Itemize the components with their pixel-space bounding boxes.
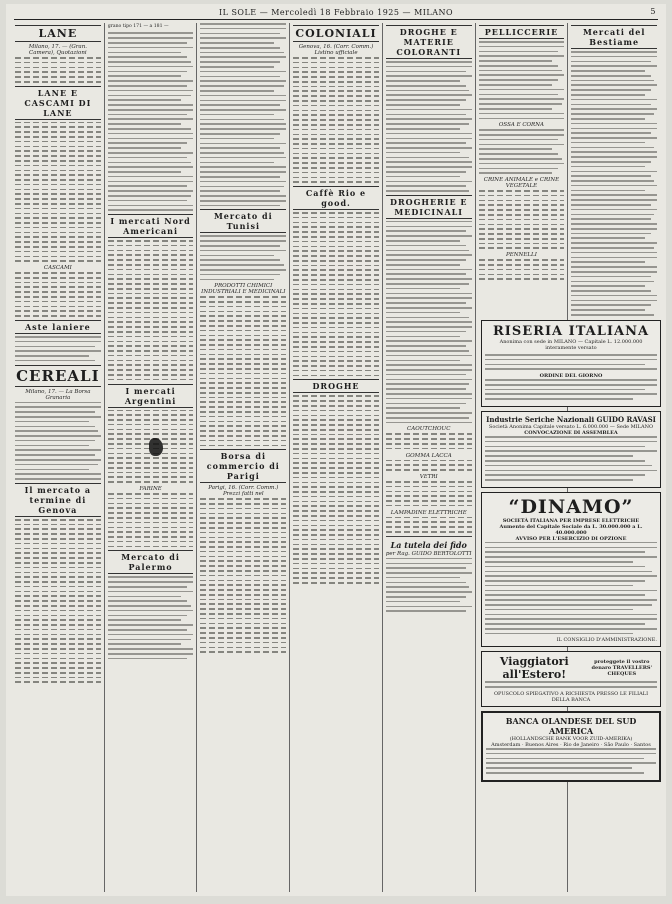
text-dinamo <box>485 542 657 634</box>
text-top-col2: grano tipo 171 — a 181 — <box>107 24 169 29</box>
masthead-text: IL SOLE — Mercoledì 18 Febbraio 1925 — MILANO <box>218 8 454 17</box>
column-4 <box>290 23 383 892</box>
table-genova <box>15 519 101 683</box>
banca-title: BANCA OLANDESE DEL SUD AMERICA <box>505 716 637 737</box>
heading-parigi: Borsa di commercio di Parigi <box>200 449 286 483</box>
heading-caffe: Caffè Rio e good. <box>293 186 379 210</box>
ad-ravasi <box>481 411 661 488</box>
page-number: 5 <box>650 7 656 16</box>
riseria-title: RISERIA ITALIANA <box>492 324 650 339</box>
text-viaggiatori <box>485 681 657 687</box>
table-coloniali <box>293 57 379 183</box>
text-droghe-colori <box>386 61 472 192</box>
heading-argentini: I mercati Argentini <box>108 384 194 408</box>
viaggiatori-title: Viaggiatori all'Estero! <box>499 655 569 682</box>
ravasi-title: Industrie Seriche Nazionali GUIDO RAVASI <box>486 415 656 425</box>
heading-genova: Il mercato a termine di Genova <box>15 483 101 517</box>
text-tunisi <box>200 235 286 280</box>
banca-cities: Amsterdam · Buenos Aires · Rio de Janeiro · São Paulo · Santos <box>491 742 651 749</box>
column-3 <box>197 23 290 892</box>
dinamo-title: “DINAMO” <box>508 495 634 518</box>
column-5 <box>383 23 476 892</box>
heading-medicinali: DROGHERIE E MEDICINALI <box>386 195 472 219</box>
text-tutela <box>386 558 472 612</box>
viaggiatori-footer: OPUSCOLO SPIEGATIVO A RICHIESTA PRESSO LE FILIALI DELLA BANCA <box>493 691 649 704</box>
sub-coloniali: Genova, 16. (Corr. Comm.) Listino ufficiale <box>298 44 374 56</box>
banca-subtitle: (HOLLANDSCHE BANK VOOR ZUID-AMERIKA) <box>509 736 633 743</box>
ad-banca-olandese <box>481 711 661 782</box>
table-lane <box>15 57 101 83</box>
table-cascami <box>15 272 101 317</box>
sub-caoutchouc: CAOUTCHOUC <box>407 426 451 433</box>
riseria-subtitle: Anonima con sede in MILANO — Capitale L. 12.000.000 interamente versato <box>499 339 643 351</box>
sub-crine: CRINE ANIMALE e CRINE VEGETALE <box>483 177 560 190</box>
heading-coloniali: COLONIALI <box>293 25 379 42</box>
viaggiatori-cheques: proteggete il vostro denaro TRAVELLERS' CHEQUES <box>591 659 653 678</box>
column-1 <box>12 23 105 892</box>
sub-cascami: CASCAMI <box>43 265 72 272</box>
table-pennelli <box>479 259 565 280</box>
text-block-col2a <box>108 32 194 211</box>
table-vetri <box>386 481 472 507</box>
table-parigi <box>200 498 286 653</box>
table-caoutchouc <box>386 433 472 449</box>
sub-lampadine: LAMPADINE ELETTRICHE <box>390 509 467 516</box>
ad-viaggiatori <box>481 651 661 707</box>
heading-aste-laniere: Aste laniere <box>15 320 101 334</box>
heading-palermo: Mercato di Palermo <box>108 550 194 574</box>
newspaper-page <box>6 4 666 896</box>
table-gomma <box>386 460 472 471</box>
dinamo-signature: IL CONSIGLIO D'AMMINISTRAZIONE. <box>556 637 657 644</box>
masthead <box>14 6 658 20</box>
table-crine <box>479 190 565 249</box>
sub-vetri: VETRI <box>419 473 438 480</box>
text-riseria-2 <box>485 379 657 400</box>
text-ossa <box>479 129 565 174</box>
table-nord-americani <box>108 240 194 380</box>
sub-gomma: GOMMA LACCA <box>405 452 452 459</box>
ad-dinamo <box>481 492 661 648</box>
table-caffe <box>293 212 379 376</box>
sub-pennelli: PENNELLI <box>506 252 537 259</box>
heading-nord-americani: I mercati Nord Americani <box>108 214 194 238</box>
heading-droghe: DROGHE <box>293 379 379 393</box>
ink-smudge <box>149 438 163 456</box>
dinamo-subtitle: SOCIETÀ ITALIANA PER IMPRESE ELETTRICHE <box>502 517 640 524</box>
ravasi-convocazione: CONVOCAZIONE DI ASSEMBLEA <box>524 430 618 437</box>
text-block-col3a <box>200 23 286 206</box>
table-lampadine <box>386 517 472 533</box>
dinamo-avviso: AVVISO PER L'ESERCIZIO DI OPZIONE <box>515 535 627 542</box>
heading-pellicce: PELLICCERIE <box>479 25 565 39</box>
tutela-author: per Rag. GUIDO BERTOLOTTI <box>385 550 472 557</box>
heading-bestiame: Mercati del Bestiame <box>571 25 657 49</box>
column-2 <box>105 23 198 892</box>
divider <box>386 536 472 537</box>
text-bestiame <box>571 51 657 316</box>
ads-area <box>480 316 662 786</box>
sub-farine: FARINE <box>139 486 162 493</box>
text-cereali <box>15 402 101 480</box>
text-banca <box>486 748 656 774</box>
table-farine <box>108 493 194 547</box>
text-riseria <box>485 354 657 370</box>
dinamo-capitale: Aumento del Capitale Sociale da L. 30.000.000 a L. 40.000.000 <box>499 523 643 536</box>
text-pellicce <box>479 41 565 119</box>
table-lane-prices <box>15 122 101 262</box>
ad-riseria <box>481 320 661 407</box>
ravasi-subtitle: Società Anonima Capitale versato L. 6.000.000 — Sede MILANO <box>488 424 654 431</box>
sub-cereali: Milano, 17. — La Borsa Granaria <box>25 388 91 401</box>
sub-ossa: OSSA E CORNA <box>498 122 544 129</box>
heading-droghe-colori: DROGHE E MATERIE COLORANTI <box>386 25 472 59</box>
heading-lane: LANE <box>15 25 101 42</box>
riseria-ordine: ORDINE DEL GIORNO <box>539 373 603 380</box>
heading-cereali: CEREALI <box>16 366 100 385</box>
table-droghe <box>293 395 379 583</box>
text-medicinali <box>386 221 472 423</box>
text-ravasi <box>485 436 657 481</box>
heading-lane-cascami: LANE E CASCAMI DI LANE <box>15 86 101 120</box>
text-aste <box>15 336 101 362</box>
sub-prodotti-chimici: PRODOTTI CHIMICI INDUSTRIALI E MEDICINALI <box>201 283 286 296</box>
sub-lane: Milano, 17. — (Gran. Camera), Quotazioni <box>28 44 87 56</box>
text-palermo <box>108 576 194 659</box>
table-prodotti-chimici <box>200 296 286 446</box>
sub-parigi: Parigi, 16. (Corr. Comm.) Prezzi fatti nel <box>208 485 279 498</box>
tutela-title: La tutela dei fido <box>390 539 467 550</box>
heading-tunisi: Mercato di Tunisi <box>200 209 286 233</box>
